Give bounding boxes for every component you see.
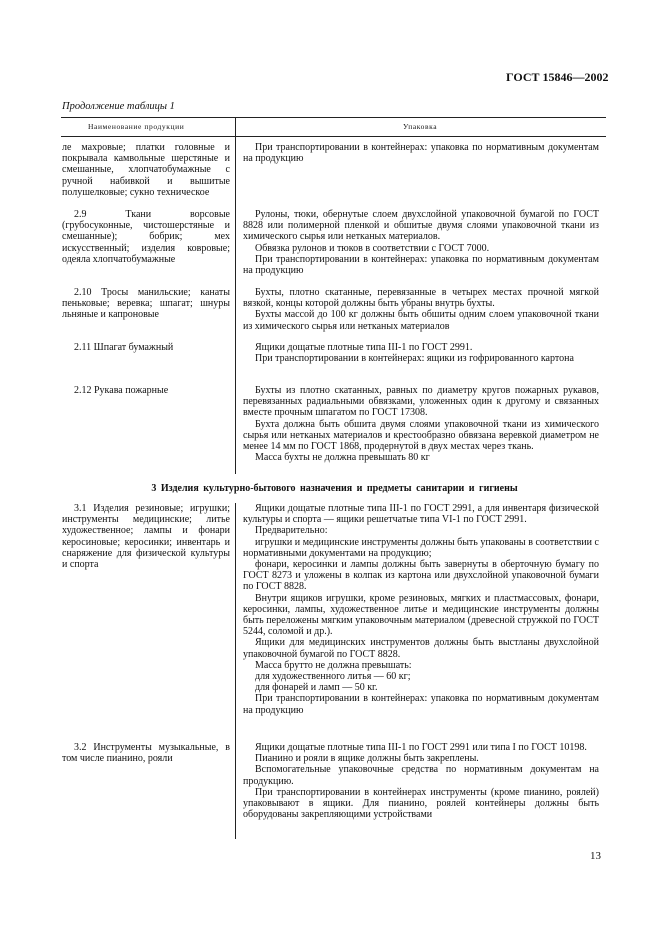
cell-text: 3.2 Инструменты музыкальные, в том числе пианино, рояли: [62, 742, 230, 765]
column-header-packing: Упаковка: [403, 122, 438, 131]
column-divider: [235, 117, 236, 474]
cell-text: При транспортировании в контейнерах: упаковка по нормативным документам на продукцию: [243, 142, 599, 165]
table-row-packing: [243, 209, 599, 276]
cell-text: 2.12 Рукава пожарные: [74, 385, 169, 396]
table-row-name: [62, 142, 230, 198]
cell-text: 2.9 Ткани ворсовые (грубосуконные, чистошерстяные и смешанные); бобрик; мех искусственный; изделия ковровые; одеяла хлопчатобумажные: [62, 209, 230, 265]
table-row-name: [62, 209, 230, 265]
cell-text: Масса брутто не должна превышать:: [255, 659, 412, 671]
cell-text: ле махровые; платки головные и покрывала камвольные шерстяные и смешанные, хлопчатобумажные с ручной набивкой и вышитые полушелковые; сукно техническое: [62, 142, 230, 198]
table-row-packing: [243, 503, 599, 716]
table-header-rule: [61, 136, 606, 137]
cell-text: Масса бухты не должна превышать 80 кг: [255, 452, 430, 464]
column-divider-section3: [235, 503, 236, 839]
cell-text: 3.1 Изделия резиновые; игрушки; инструменты медицинские; литье художественное; лампы и фонари керосиновые; керосинки; инвентарь и снаряжение для физической культуры и спорта: [62, 503, 230, 571]
cell-text: При транспортировании в контейнерах: ящики из гофрированного картона: [255, 353, 574, 365]
cell-text: Обвязка рулонов и тюков в соответствии с ГОСТ 7000.: [255, 242, 490, 254]
table-row-packing: [243, 742, 599, 820]
table-continuation-label: Продолжение таблицы 1: [62, 101, 175, 112]
cell-text: Бухты массой до 100 кг должны быть обшиты одним слоем упаковочной ткани из химического сырья или нетканых материалов: [243, 309, 599, 332]
table-row-packing: [243, 342, 599, 364]
table-top-rule: [61, 117, 606, 118]
cell-text: Ящики дощатые плотные типа III-1 по ГОСТ 2991, а для инвентаря физической культуры и спорта — ящики решетчатые типа VI-1 по ГОСТ 2991.: [243, 503, 599, 526]
document-header: ГОСТ 15846—2002: [506, 70, 609, 84]
cell-text: Вспомогательные упаковочные средства по нормативным документам на продукцию.: [243, 764, 599, 787]
table-row-packing: [243, 385, 599, 463]
cell-text: Бухты из плотно скатанных, равных по диаметру кругов пожарных рукавов, перевязанных радиальными обвязками, уложенных один к другому и связанных вместе прочным шпагатом по ГОСТ 17308.: [243, 385, 599, 419]
cell-text: Предварительно:: [255, 525, 328, 537]
section-title: 3 Изделия культурно-бытового назначения и предметы санитарии и гигиены: [151, 483, 518, 494]
cell-text: Ящики для медицинских инструментов должны быть выстланы двухслойной упаковочной бумагой по ГОСТ 8828.: [243, 637, 599, 660]
cell-text: для фонарей и ламп — 50 кг.: [255, 682, 378, 694]
cell-text: Ящики дощатые плотные типа III-1 по ГОСТ 2991.: [255, 342, 473, 353]
cell-text: Ящики дощатые плотные типа III-1 по ГОСТ 2991 или типа I по ГОСТ 10198.: [255, 742, 587, 753]
table-row-name: [62, 342, 230, 353]
page-number: 13: [590, 850, 601, 862]
cell-text: При транспортировании в контейнерах инструменты (кроме пианино, роялей) упаковывают в ящики. Для пианино, роялей контейнеры должны быть оборудованы закрепляющими устройствами: [243, 786, 599, 821]
cell-text: При транспортировании в контейнерах: упаковка по нормативным документам на продукцию: [243, 253, 599, 277]
cell-text: Внутри ящиков игрушки, кроме резиновых, мягких и пластмассовых, фонари, керосинки, лампы, художественное литье и медицинские инструменты должны быть переложены мягким упаковочным материалом (древесной стружкой по ГОСТ 5244, соломой и др.).: [243, 592, 599, 638]
cell-text: фонари, керосинки и лампы должны быть завернуты в оберточную бумагу по ГОСТ 8273 и уложены в колпак из картона или двухслойной упаковочной бумаги по ГОСТ 8828.: [243, 559, 599, 593]
cell-text: игрушки и медицинские инструменты должны быть упакованы в соответствии с нормативными документами на продукцию;: [243, 536, 599, 559]
cell-text: Пианино и рояли в ящике должны быть закреплены.: [255, 753, 479, 765]
cell-text: Бухты, плотно скатанные, перевязанные в четырех местах прочной мягкой вязкой, концы которой должны быть убраны внутрь бухты.: [243, 287, 599, 310]
cell-text: 2.11 Шпагат бумажный: [74, 342, 174, 353]
table-row-name: [62, 742, 230, 764]
cell-text: Бухта должна быть обшита двумя слоями упаковочной ткани из химического сырья или нетканых материалов и крестообразно обвязана веревкой диаметром не менее 14 мм по ГОСТ 1868, продернутой в двух местах через ткань.: [243, 418, 599, 453]
table-row-packing: [243, 142, 599, 164]
cell-text: для художественного литья — 60 кг;: [255, 671, 411, 683]
cell-text: 2.10 Тросы манильские; канаты пеньковые; веревка; шпагат; шнуры льняные и капроновые: [62, 287, 230, 321]
cell-text: Рулоны, тюки, обернутые слоем двухслойной упаковочной бумагой по ГОСТ 8828 или полимерной пленкой и обшитые двумя слоями упаковочной ткани из химического сырья или нетканых материалов.: [243, 209, 599, 243]
column-header-name: Наименование продукции: [88, 122, 185, 131]
table-row-name: [62, 385, 230, 396]
table-row-name: [62, 287, 230, 321]
table-row-name: [62, 503, 230, 570]
table-row-packing: [243, 287, 599, 332]
cell-text: При транспортировании в контейнерах: упаковка по нормативным документам на продукцию: [243, 693, 599, 716]
